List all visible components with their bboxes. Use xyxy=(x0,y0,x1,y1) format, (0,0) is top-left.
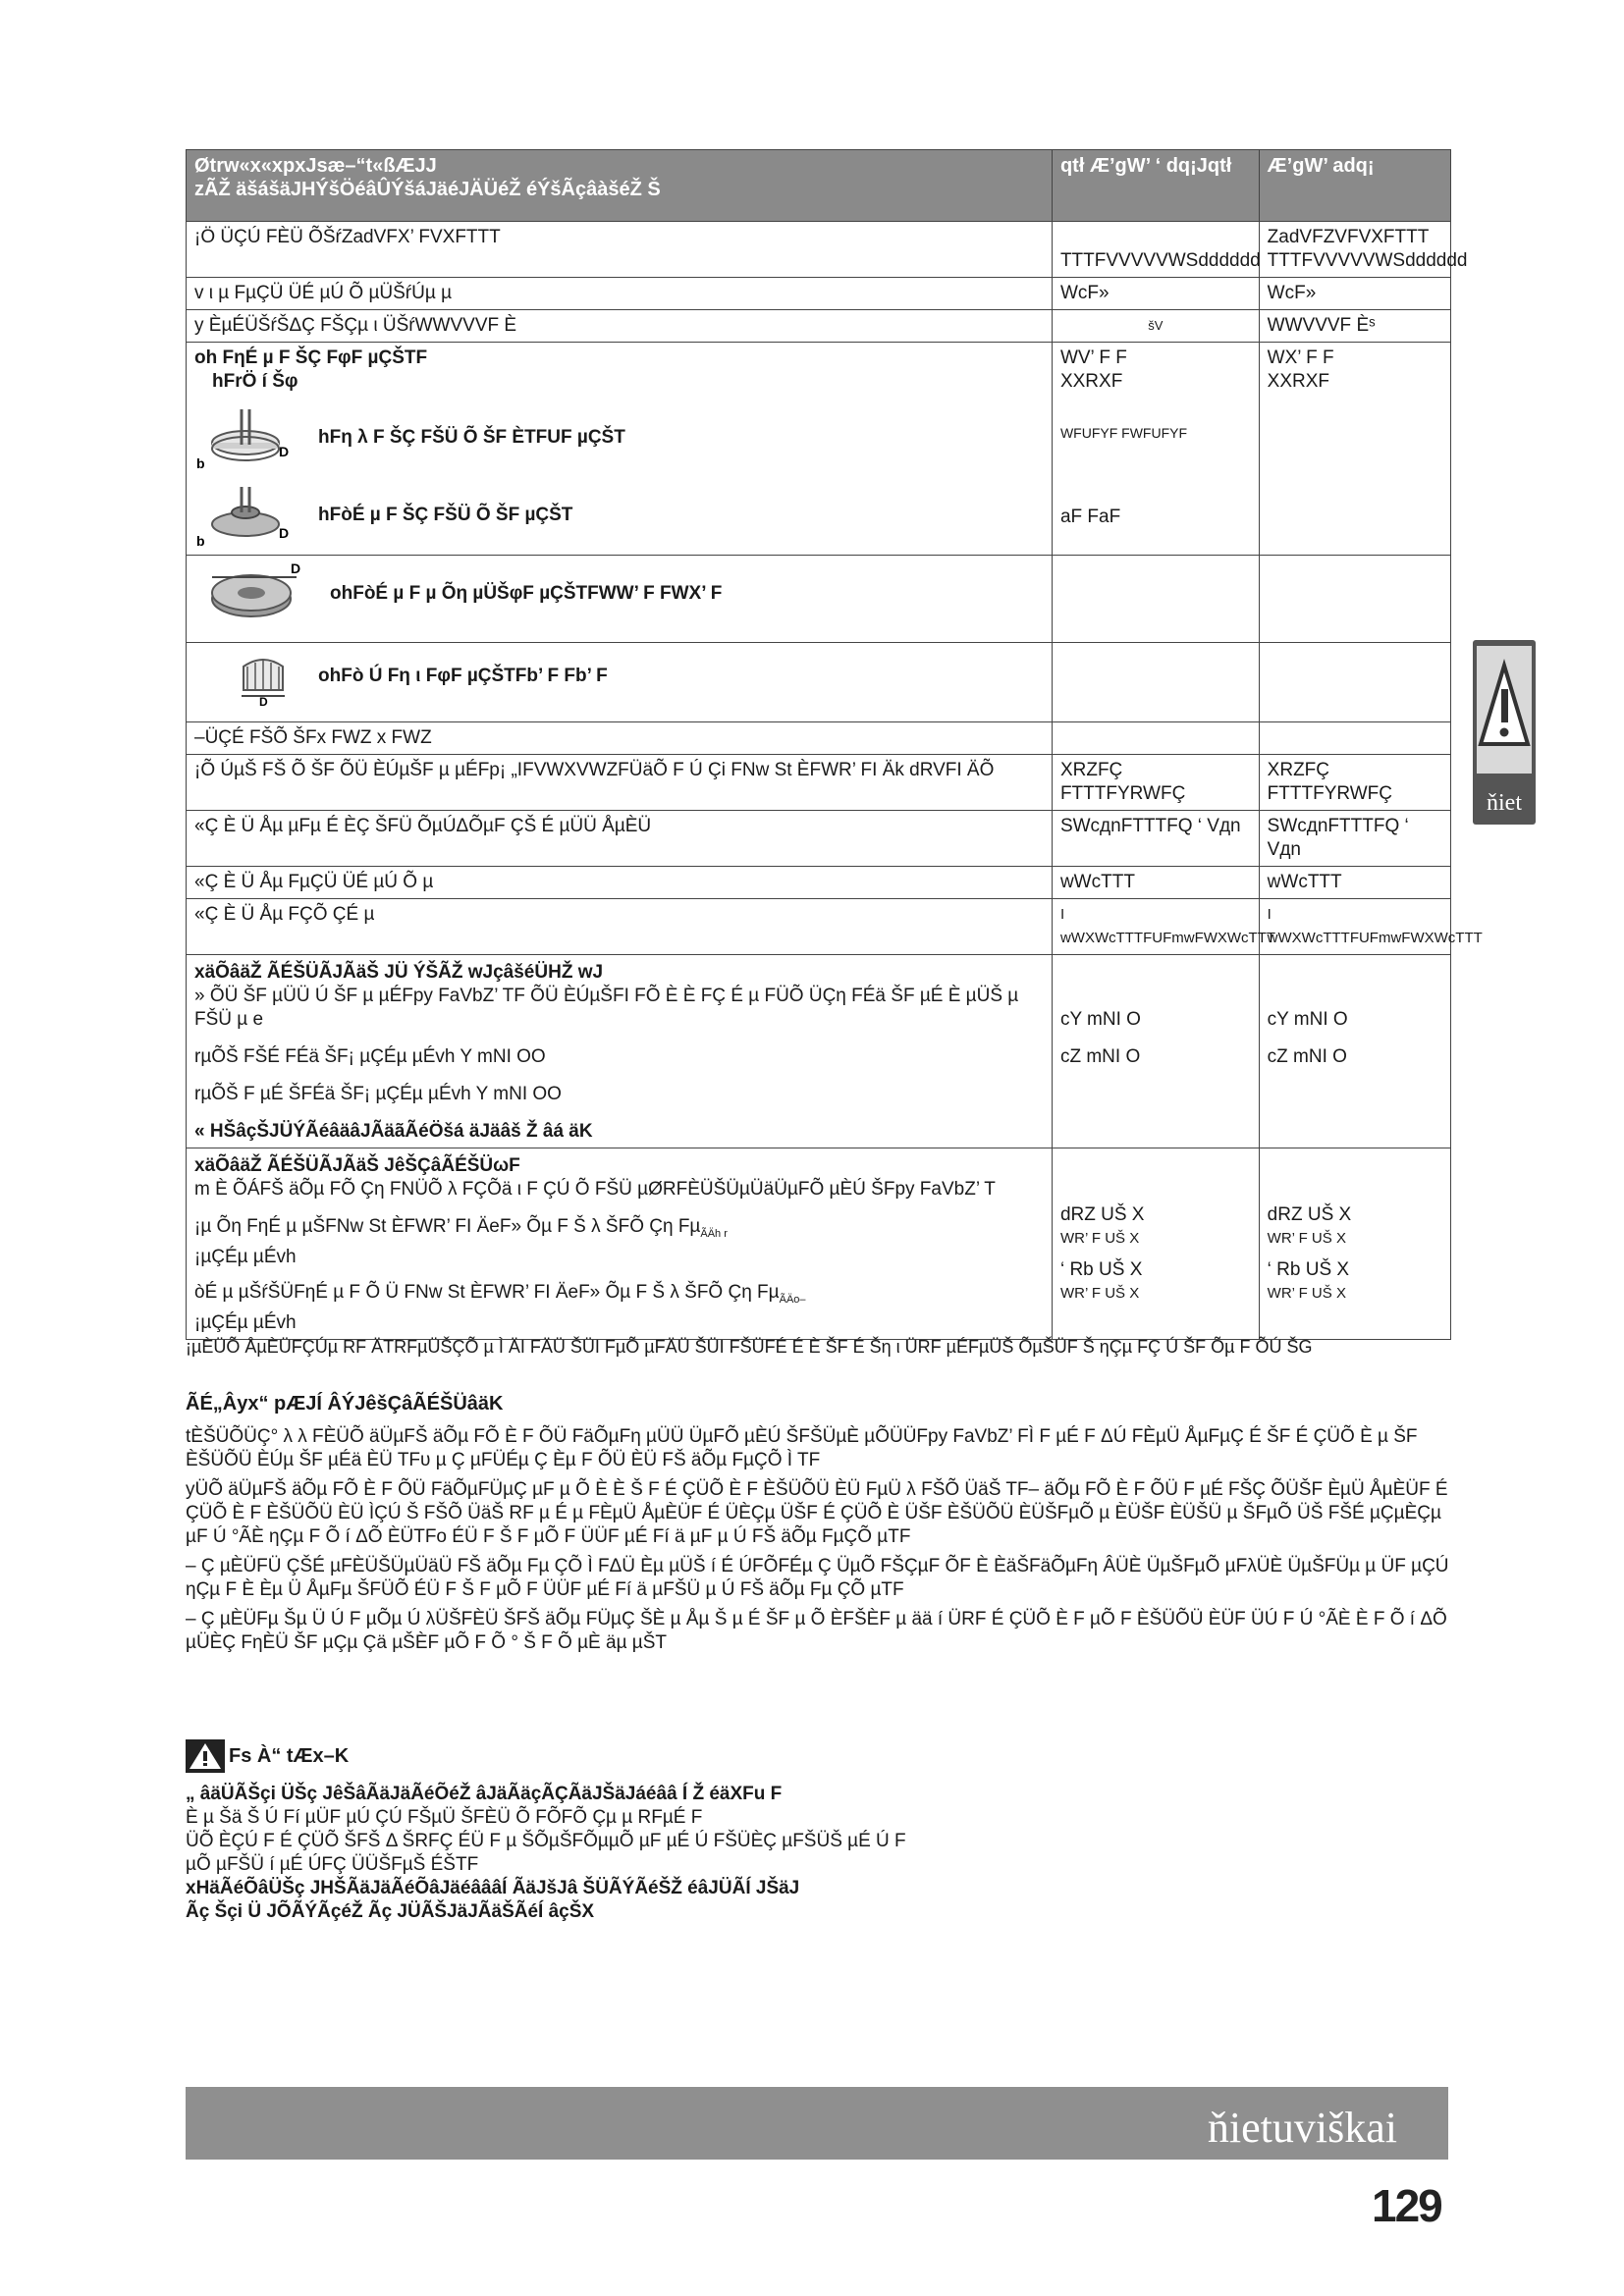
svg-text:D: D xyxy=(279,525,290,541)
table-cell: v ι µ FµÇÜ ÜÉ µÚ Õ µÜŠŕÚµ µ xyxy=(187,278,1053,310)
table-row xyxy=(187,222,1451,278)
table-cell: šV xyxy=(1052,310,1259,343)
table-cell: WcF» xyxy=(1052,278,1259,310)
row-label: oh FηÉ µ F ŠÇ FφF µÇŠTF xyxy=(194,347,428,368)
svg-text:b: b xyxy=(196,533,205,548)
table-row xyxy=(187,867,1451,899)
vibration-row: ¡µÇÉµ µÉvh xyxy=(194,1246,297,1267)
table-cell xyxy=(1052,643,1259,722)
disc-label: ohFò Ú Fη ι FφF µÇŠTFb’ F Fb’ F xyxy=(318,666,608,686)
table-cell: y ÈµÉÜŠŕŠΔÇ FŠÇµ ι ÜŠŕWWVVVF È xyxy=(187,310,1053,343)
table-cell xyxy=(1259,556,1450,643)
table-cell xyxy=(1052,722,1259,755)
paragraph: – Ç µÈÜFÜ ÇŠÉ µFÈÜŠÜµÜäÜ FŠ äÕµ Fµ ÇÕ Ì FΔÜ Èµ µÜŠ í É ÚFÕFÉµ Ç ÜµÕ FŠÇµF ÕF È ÈäŠFäÕµFη ÂÜÈ ÜµŠFµÕ µFλÜÈ ÜµŠFÜµ µ ÜF µÇÚ ηÇµ F È Èµ Ü ÅµFµ ŠFÜÕ ÉÜ F Š F µÕ F ÜÜF µÉ Fí ä µFŠÜ µ Ú FŠ äÕµ Fµ ÇÕ µTF xyxy=(186,1556,1449,1600)
vibration-subtitle: m È ÕÁFŠ äÕµ FÕ Çη FNÜÕ λ FÇÕä ι F ÇÚ Õ FŠÜ µØRFÈÜŠÜµÜäÜµFÕ µÈÚ ŠFpy FaVbZ’ T xyxy=(194,1179,996,1200)
cell-value: aF FaF xyxy=(1059,507,1121,527)
table-row xyxy=(187,643,1451,722)
technical-data-table xyxy=(186,149,1483,1340)
table-cell: XRZFÇ FTTTFYRWFÇ xyxy=(1259,755,1450,811)
header-line: zÃŽ äšášäJHÝšÖéâÛÝšáJäéJÄÜéŽ éÝšÃçâàšéŽ Š xyxy=(194,179,661,200)
table-header-cell: qtł Æ’gW’ ‘ dq¡Jqtł xyxy=(1052,150,1259,222)
paragraph-line: ÜÕ ÈÇÚ F É ÇÜÕ ŠFŠ Δ ŠRFÇ ÉÜ F µ ŠÕµŠFÕµµÕ µF µÉ Ú FŠÜÈÇ µFŠÜŠ µÉ Ú F xyxy=(186,1831,906,1851)
vibration-row-label: òÉ µ µŠŕŠÜFηÉ µ F Õ Ü FNw St ÈFWR’ FI ÄeF» Õµ F Š λ ŠFÕ Çη Fµ xyxy=(194,1281,780,1303)
cell-value: cZ mNI O xyxy=(1059,1046,1141,1067)
noise-note: « HŠâçŠJÜÝÃéâäâJÃäãÃéÖšá äJäâš Ž âá äK xyxy=(194,1121,593,1142)
section-heading-text: Fs À“ tÆx–K xyxy=(229,1745,350,1767)
table-cell: wWcTTT xyxy=(1259,867,1450,899)
table-cell: WWVVVF Èˢ xyxy=(1259,310,1450,343)
section-heading: ÃÉ„Âyx“ pÆJÍ ÂÝJêšÇâÃÉŠÜâäK xyxy=(186,1393,504,1415)
disc-row xyxy=(194,480,1044,551)
noise-info-cell xyxy=(187,955,1053,1148)
footnote-text: ¡µÈÜÕ ÅµÈÜFÇÚµ RF ÄTRFµÜŠÇÕ µ Ì ÄI FÄÜ ŠÜI FµÕ µFÄÜ ŠÜI FŠÜFÉ É È ŠF É Šη ι ÜRF µÉFµÜŠ ÕµŠÜF Š ηÇµ FÇ Ú ŠF Õµ F ÕÚ ŠG xyxy=(186,1337,1313,1357)
svg-text:D: D xyxy=(291,561,301,576)
cell-value: WV’ F F xyxy=(1059,347,1127,368)
disc-label: hFòÉ µ F ŠÇ FŠÜ Õ ŠF µÇŠT xyxy=(318,505,573,525)
vibration-row-label: ¡µ Õη FηÉ µ µŠFNw St ÈFWR’ FI ÄeF» Õµ F Š λ ŠFÕ Çη Fµ xyxy=(194,1216,701,1237)
row-sublabel: hFrÖ í Šφ xyxy=(212,371,298,392)
table-cell: I wWXWcTTTFUFmwFWXWcTTT xyxy=(1259,899,1450,955)
paragraph-line: xHäÃéÕâÜŠç JHŠÃäJäÃéÕâJäéâââÍ ÃäJšJâ ŠÜÃÝÃéŠŽ éâJÜÃÍ JŠäJ xyxy=(186,1878,800,1898)
table-cell: wWcTTT xyxy=(1052,867,1259,899)
table-row xyxy=(187,955,1451,1148)
disc-row xyxy=(194,647,1044,706)
depressed-disc-icon xyxy=(194,483,293,548)
paragraph: tÈŠÜÕÜÇ° λ λ FÈÜÕ äÜµFŠ äÕµ FÕ È F ÕÜ FäÕµFη µÜÜ ÜµFÕ µÈÚ ŠFŠÜµÈ µÕÜÜFpy FaVbZ’ FÌ F µÉ F ΔÚ FÈµÜ ÅµFµÇ É ŠF É ÇÜÕ È µ ŠF ÈŠÜÕÜ ÈÚµ ŠF µÉä ÈÜ TFυ µ Ç µFÜÉµ Ç Èµ F ÕÜ ÈÜ FŠ äÕµ FµÇÕ Ì TF xyxy=(186,1426,1418,1470)
cell-value: ‘ Rb UŠ X xyxy=(1267,1259,1350,1280)
table-row xyxy=(187,899,1451,955)
table-cell: «Ç È Ü Åµ µFµ É ÈÇ ŠFÜ ÕµÚΔÕµF ÇŠ É µÜÜ ÅµÈÜ xyxy=(187,811,1053,867)
paragraph-line: µÕ µFŠÜ í µÉ ÚFÇ ÜÜŠFµŠ ÉŠTF xyxy=(186,1854,479,1875)
cell-value: WR’ F UŠ X xyxy=(1267,1285,1346,1302)
noise-title: xäÕâäŽ ÃÉŠÜÃJÃäŠ JÜ ÝŠÃŽ wJçâšéÜHŽ wJ xyxy=(194,962,604,983)
vibration-title: xäÕâäŽ ÃÉŠÜÃJÃäŠ JêŠÇâÃÉŠÜωF xyxy=(194,1155,520,1176)
cell-value: WR’ F UŠ X xyxy=(1059,1285,1140,1302)
table-row xyxy=(187,811,1451,867)
vibration-subscript: ÃÄo– xyxy=(779,1293,806,1306)
cell-value: cY mNI O xyxy=(1267,1009,1348,1030)
table-cell xyxy=(1259,955,1450,1148)
cell-value: WR’ F UŠ X xyxy=(1059,1230,1140,1247)
disc-label: hFη λ F ŠÇ FŠÜ Õ ŠF ÈTFUF µÇŠT xyxy=(318,427,625,448)
noise-row: rµÕŠ FŠÉ FÉä ŠF¡ µÇÉµ µÉvh Y mNI OO xyxy=(194,1046,546,1067)
header-line: Øtrw«x«xpxJsæ–“t«ßÆJJ xyxy=(194,155,437,177)
table-row xyxy=(187,1148,1451,1340)
cell-value: XXRXF xyxy=(1059,371,1123,392)
disc-dimension-cell xyxy=(187,343,1053,556)
table-row xyxy=(187,278,1451,310)
paragraph-line: È µ Šä Š Ú Fí µÜF µÚ ÇÚ FŠµÜ ŠFÈÜ Õ FÕFÕ Çµ µ RFµÉ F xyxy=(186,1807,703,1828)
disc-row xyxy=(194,560,1044,628)
disc-row xyxy=(194,403,1044,472)
table-cell: –ÜÇÉ FŠÕ ŠFx FWZ x FWZ xyxy=(187,722,1053,755)
table-row xyxy=(187,556,1451,643)
table-cell: SWcдnFTTTFQ ‘ Vдn xyxy=(1259,811,1450,867)
cell-value: cZ mNI O xyxy=(1267,1046,1347,1067)
table-row xyxy=(187,722,1451,755)
warning-triangle-icon xyxy=(1477,646,1532,774)
table-cell: ¡Õ ÚµŠ FŠ Õ ŠF ÕÜ ÈÚµŠF µ µÉFp¡ „IFVWXVWZFÜäÕ F Ú Çi FNw St ÈFWR’ FI Äk dRVFI ÄÕ xyxy=(187,755,1053,811)
table-cell xyxy=(1052,343,1259,556)
svg-text:b: b xyxy=(196,455,205,470)
paragraph-line: „ âäÜÃŠçi ÜŠç JêŠâÃäJäÃéÕéŽ âJäÃäçÃÇÃäJŠäJáéââ Í Ž éäXFu F xyxy=(186,1784,783,1804)
footer-language-label: ňietuviškai xyxy=(1207,2104,1397,2152)
table-cell: ¡Ö ÜÇÚ FÈÜ ÕŠŕZadVFX’ FVXFTTT xyxy=(187,222,1053,278)
paragraph: yÜÕ äÜµFŠ äÕµ FÕ È F ÕÜ FäÕµFÜµÇ µF µ Õ È È Š F É ÇÜÕ È F ÈŠÜÕÜ ÈÜ FµÜ λ FŠÕ ÜäŠ TF– äÕµ FÕ È F ÕÜ F µÉ FŠÇ ÕÜŠF ÈµÜ ÅµÈÜF É ÇÜÕ È F ÈŠÜÕÜ ÈÜ ÌÇÚ Š FŠÕ ÜäŠ RF µ É µ FÈµÜ ÅµÈÜF É ÜÈÇµ ÜŠF É ÇÜÕ È ÜŠF ÈŠÜÕÜ ÈÜŠFµÕ µ ÈÜŠF ÈÜŠÜ µ ŠFµÕ ÜŠ FŠÉ µÇµÈÇµ µF Ú °ÃÈ ηÇµ F Õ í ΔÕ ÈÜTFo ÉÜ F Š F µÕ F ÜÜF µÉ Fí ä µF µ Ú FŠ äÕµ FµÇÕ µTF xyxy=(186,1479,1448,1547)
vibration-row xyxy=(194,1281,1044,1311)
vibration-row xyxy=(194,1215,1044,1246)
cell-value: dRZ UŠ X xyxy=(1267,1204,1352,1225)
noise-subtitle: » ÕÜ ŠF µÜÜ Ú ŠF µ µÉFpy FaVbZ’ TF ÕÜ ÈÚµŠFI FÕ È È FÇ É µ FÜÕ ÜÇη FÉä ŠF µÉ È µÜŠ µ FŠÜ µ e xyxy=(194,986,1019,1030)
cell-value: cY mNI O xyxy=(1059,1009,1141,1030)
table-cell xyxy=(1052,556,1259,643)
section-heading xyxy=(186,1739,1451,1773)
table-header-cell: Æ’gW’ adq¡ xyxy=(1259,150,1450,222)
disc-label: ohFòÉ µ F µ Õη µÜŠφF µÇŠTFWW’ F FWX’ F xyxy=(330,583,723,604)
language-side-tab xyxy=(1473,640,1536,825)
svg-text:D: D xyxy=(259,695,268,706)
table-cell: «Ç È Ü Åµ FµÇÜ ÜÉ µÚ Õ µ xyxy=(187,867,1053,899)
cell-value: WFUFYF FWFUFYF xyxy=(1059,425,1188,441)
table-row xyxy=(187,310,1451,343)
table-cell xyxy=(1259,343,1450,556)
cell-value: ‘ Rb UŠ X xyxy=(1059,1259,1143,1280)
table-cell xyxy=(1052,1148,1259,1340)
page-number: 129 xyxy=(1372,2180,1441,2231)
vibration-subscript: ÃÄh r xyxy=(700,1227,728,1240)
paragraph-line: Ãç Šçi Ü JÕÃÝÃçéŽ Ãç JÜÃŠJäJÃäŠÃéÍ âçŠX xyxy=(186,1901,595,1922)
paragraph: – Ç µÈÜFµ Šµ Ü Ú F µÕµ Ú λÜŠFÈÜ ŠFŠ äÕµ FÜµÇ ŠÈ µ Åµ Š µ É ŠF µ Õ ÈFŠÈF µ ää í ÜRF É ÇÜÕ È F µÕ F ÈŠÜÕÜ ÈÜF ÜÚ F Ú °ÃÈ È F Õ í ΔÕ µÜÈÇ FηÈÜ ŠF µÇµ Çä µŠÈF µÕ F Õ ° Š F Õ µÈ äµ µŠT xyxy=(186,1609,1447,1653)
vibration-info-cell xyxy=(187,1148,1053,1340)
warning-sign-panel xyxy=(1477,646,1532,774)
cup-brush-icon xyxy=(234,647,293,706)
table-cell xyxy=(1259,643,1450,722)
table-cell xyxy=(187,556,1053,643)
warning-section xyxy=(186,1392,1451,1661)
flat-disc-icon xyxy=(194,405,293,470)
table-cell xyxy=(187,643,1053,722)
table-cell: WcF» xyxy=(1259,278,1450,310)
table-cell xyxy=(1259,1148,1450,1340)
table-cell: «Ç È Ü Åµ FÇÕ ÇÉ µ xyxy=(187,899,1053,955)
table-cell xyxy=(1259,722,1450,755)
table-header-cell xyxy=(187,150,1053,222)
vibration-row: ¡µÇÉµ µÉvh xyxy=(194,1311,297,1333)
side-tab-label: ňiet xyxy=(1487,790,1522,816)
svg-text:D: D xyxy=(279,444,290,459)
table-cell xyxy=(1052,955,1259,1148)
table-row xyxy=(187,755,1451,811)
cell-value: XXRXF xyxy=(1267,371,1330,392)
table-cell: TTTFVVVVVWSdddddd xyxy=(1052,222,1259,278)
footer-language-bar xyxy=(186,2087,1448,2160)
cell-value: WX’ F F xyxy=(1267,347,1334,368)
flap-disc-icon xyxy=(206,560,304,628)
table-cell: SWcдnFTTTFQ ‘ Vдn xyxy=(1052,811,1259,867)
cell-value: WR’ F UŠ X xyxy=(1267,1230,1346,1247)
noise-row: rµÕŠ F µÉ ŠFÉä ŠF¡ µÇÉµ µÉvh Y mNI OO xyxy=(194,1084,562,1104)
safety-section xyxy=(186,1739,1451,1924)
table-footnote xyxy=(186,1335,1451,1364)
warning-icon xyxy=(186,1739,225,1773)
table-cell: ZadVFZVFVXFTTT TTTFVVVVVWSdddddd xyxy=(1259,222,1450,278)
table-cell: I wWXWcTTTFUFmwFWXWcTTT xyxy=(1052,899,1259,955)
table-header-row xyxy=(187,150,1451,222)
table-cell: XRZFÇ FTTTFYRWFÇ xyxy=(1052,755,1259,811)
table-row xyxy=(187,343,1451,556)
cell-value: dRZ UŠ X xyxy=(1059,1204,1145,1225)
